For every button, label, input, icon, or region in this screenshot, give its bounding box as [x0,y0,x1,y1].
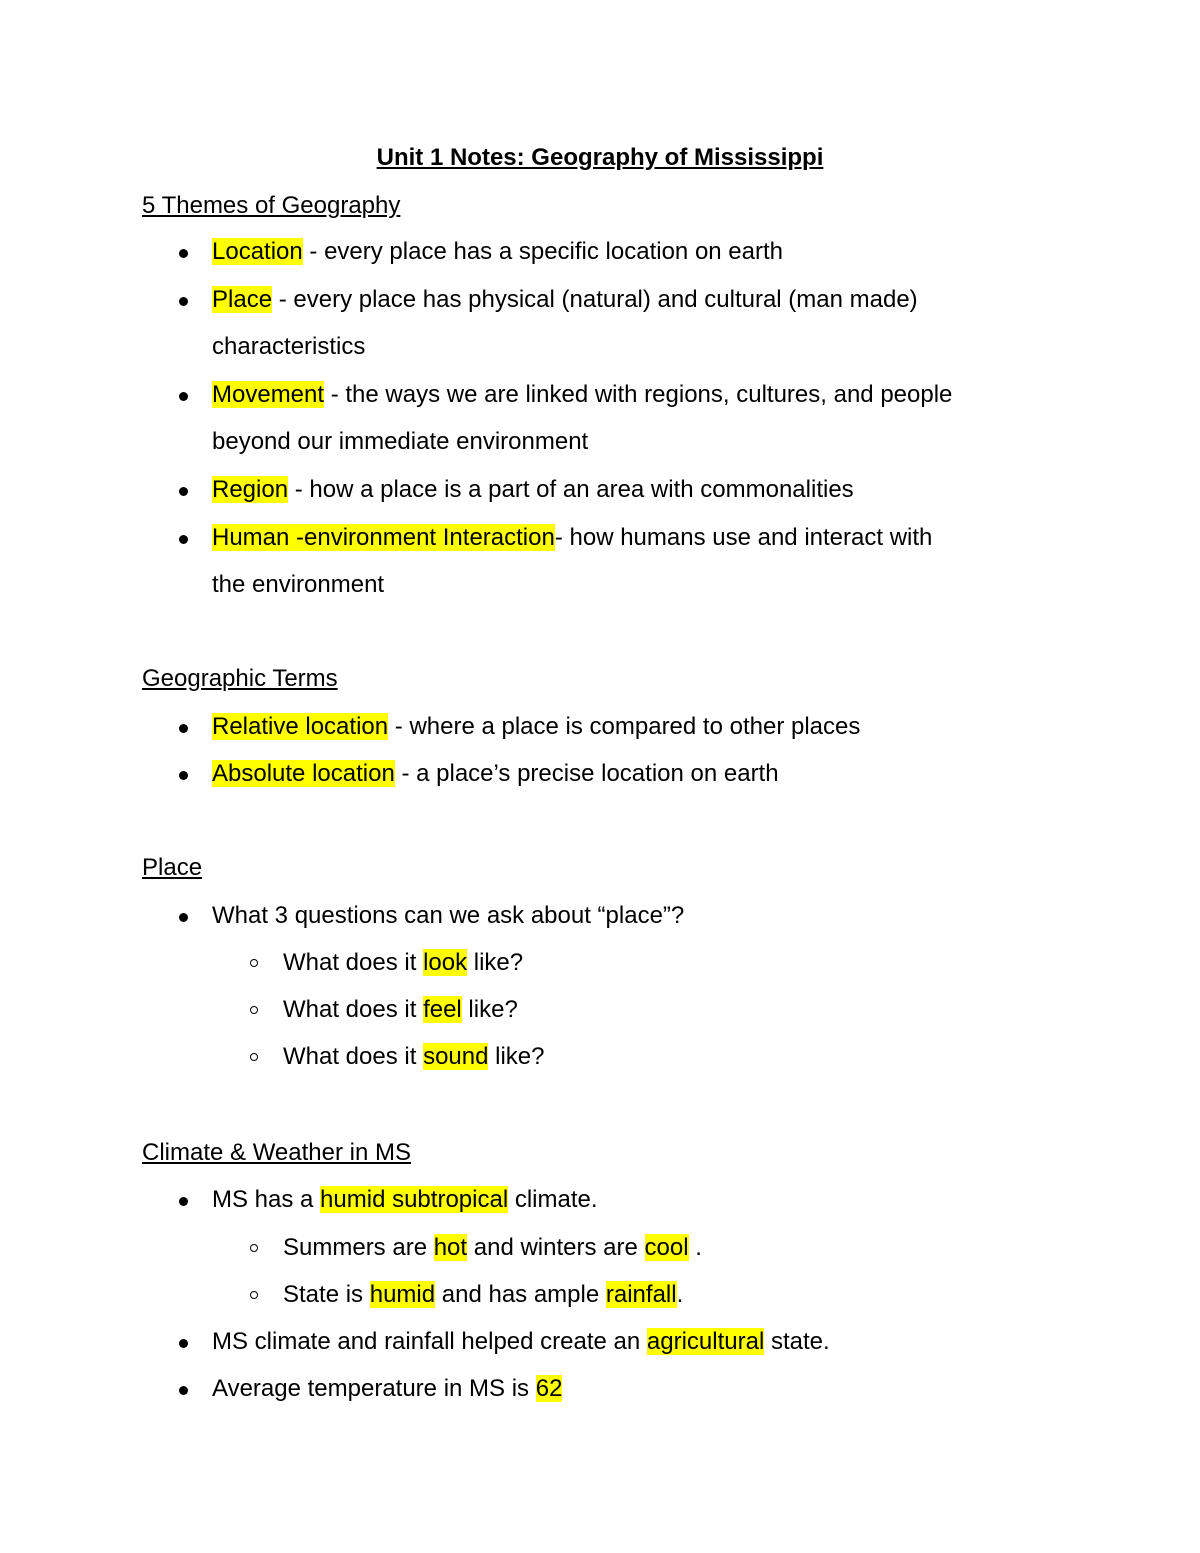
sub-list-item: What does it look like? [283,941,523,985]
highlighted-word: hot [433,1234,468,1261]
section-heading-geographic-terms: Geographic Terms [142,665,338,692]
highlighted-term: Human -environment Interaction [212,524,555,551]
highlighted-term: Location [212,238,303,265]
section-heading-climate: Climate & Weather in MS [142,1139,411,1166]
definition-text: - where a place is compared to other places [388,713,861,740]
highlighted-word: feel [423,996,462,1023]
highlighted-word: cool [644,1234,689,1261]
definition-text: - how a place is a part of an area with commonalities [288,476,854,503]
highlighted-word: humid subtropical [320,1186,509,1213]
definition-text: - every place has a specific location on earth [302,238,784,265]
sub-list-item: What does it sound like? [283,1035,544,1079]
section-heading-themes: 5 Themes of Geography [142,192,401,219]
list-item [212,230,783,274]
highlighted-word: sound [423,1043,489,1070]
sub-list-item: What does it feel like? [283,988,518,1032]
definition-text: - a place’s precise location on earth [394,760,779,787]
list-item: MS has a humid subtropical climate. [212,1178,598,1222]
highlighted-term: Place [212,286,273,313]
highlighted-word: rainfall [605,1281,677,1308]
definition-text: - every place has physical (natural) and cultural (man made) [272,286,918,313]
highlighted-term: Relative location [212,713,389,740]
document-title: Unit 1 Notes: Geography of Mississippi [376,144,824,171]
list-item [212,468,854,512]
highlighted-word: agricultural [646,1328,765,1355]
definition-continuation: characteristics [212,333,366,360]
list-item: MS climate and rainfall helped create an agricultural state. [212,1320,830,1364]
list-item [212,752,779,796]
sub-list-item: Summers are hot and winters are cool . [283,1226,702,1270]
highlighted-term: Movement [212,381,325,408]
list-item [212,278,918,322]
list-item [212,705,860,749]
definition-continuation: beyond our immediate environment [212,428,589,455]
list-item [212,373,952,417]
highlighted-term: Absolute location [212,760,395,787]
list-item [212,516,932,560]
highlighted-word: look [423,949,468,976]
highlighted-word: humid [369,1281,436,1308]
definition-continuation: the environment [212,571,385,598]
highlighted-term: Region [212,476,289,503]
list-item: Average temperature in MS is 62 [212,1367,562,1411]
sub-list-item: State is humid and has ample rainfall. [283,1273,683,1317]
highlighted-word: 62 [535,1375,563,1402]
section-heading-place: Place [142,854,203,881]
definition-text: - the ways we are linked with regions, cultures, and people [324,381,953,408]
list-item: What 3 questions can we ask about “place”? [212,894,684,938]
definition-text: - how humans use and interact with [554,524,933,551]
